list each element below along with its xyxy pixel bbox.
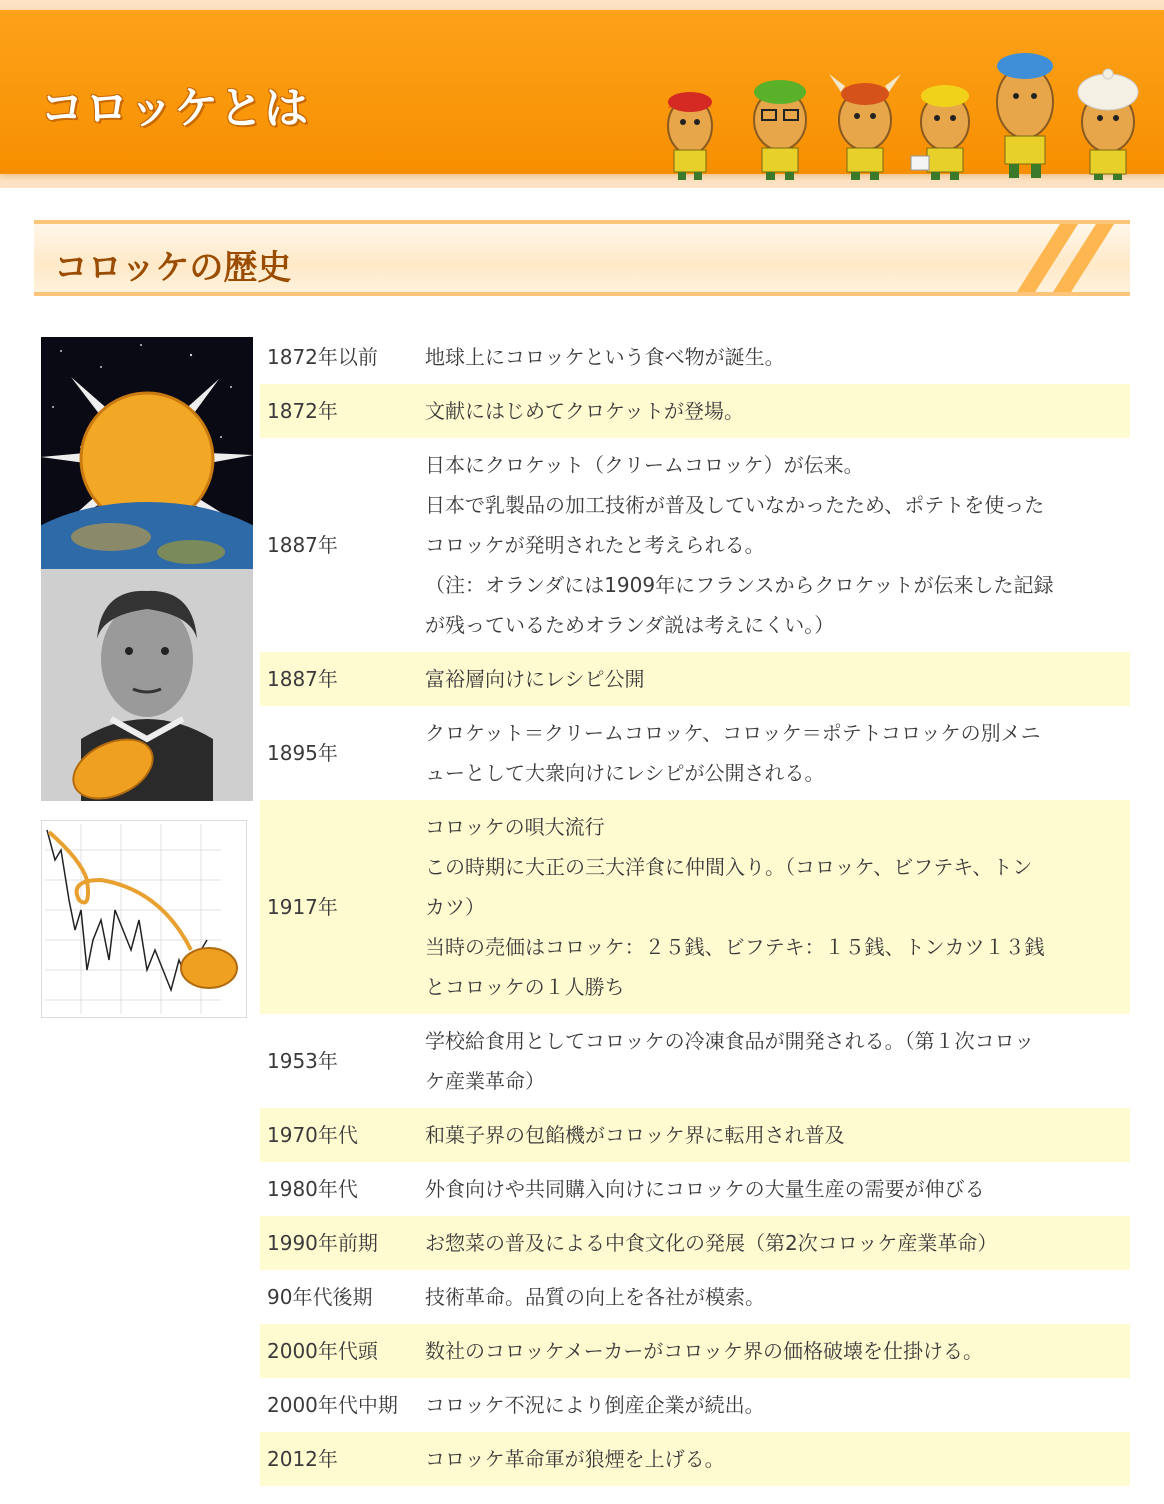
mascot-red-beret [668,92,712,180]
timeline-description-line: コロッケ不況により倒産企業が続出。 [425,1393,765,1417]
price-chart-image [41,820,247,1018]
timeline-year: 1887年 [260,652,425,706]
mascot-green-beret [754,80,806,180]
timeline-row [260,1162,1130,1216]
timeline-description-line: コロッケが発明されたと考えられる。 [425,533,765,557]
history-timeline-table [260,330,1130,1486]
timeline-description-line: ューとして大衆向けにレシピが公開される。 [425,761,825,785]
timeline-year: 1917年 [260,800,425,1014]
timeline-description-line: 地球上にコロッケという食べ物が誕生。 [425,345,785,369]
page-title: コロッケとは [40,83,310,134]
timeline-description-line: この時期に大正の三大洋食に仲間入り。（コロッケ、ビフテキ、トン [425,855,1033,879]
timeline-description-line: 学校給食用としてコロッケの冷凍食品が開発される。（第１次コロッ [425,1029,1035,1053]
timeline-year: 2012年 [260,1432,425,1486]
timeline-year: 1990年前期 [260,1216,425,1270]
timeline-description-line: お惣菜の普及による中食文化の発展（第2次コロッケ産業革命） [425,1231,998,1255]
timeline-year: 1953年 [267,1049,338,1073]
timeline-row [260,652,1130,706]
timeline-description-line: 富裕層向けにレシピ公開 [425,667,645,691]
mascot-blue-beret [997,53,1053,178]
heading-stripes-decoration [960,224,1130,296]
historical-portrait-image [41,569,253,801]
timeline-description [425,1432,1130,1486]
timeline-description-line: とコロッケの１人勝ち [425,975,625,999]
mascot-yellow-beret [911,85,969,180]
timeline-row [260,800,1130,1014]
timeline-row [260,384,1130,438]
timeline-row [260,1270,1130,1324]
timeline-description [425,652,1130,706]
timeline-description [425,800,1130,1014]
timeline-description-line: 数社のコロッケメーカーがコロッケ界の価格破壊を仕掛ける。 [425,1339,983,1363]
timeline-row [260,1378,1130,1432]
sun-and-earth-image [41,337,253,569]
timeline-row [260,1324,1130,1378]
timeline-description-line: 文献にはじめてクロケットが登場。 [425,399,744,423]
timeline-description-line: 和菓子界の包餡機がコロッケ界に転用され普及 [425,1123,845,1147]
timeline-description [425,330,1130,384]
timeline-description [425,1108,1130,1162]
timeline-description-line: 当時の売価はコロッケ：２５銭、ビフテキ：１５銭、トンカツ１３銭 [425,935,1045,959]
timeline-row [260,330,1130,384]
timeline-row [260,706,1130,800]
timeline-description-line: カツ） [425,895,485,919]
timeline-year: 1895年 [267,741,338,765]
timeline-description-line: ケ産業革命） [425,1069,545,1093]
timeline-description-line: 日本にクロケット（クリームコロッケ）が伝来。 [425,453,864,477]
timeline-year: 1970年代 [260,1108,425,1162]
timeline-description [425,1216,1130,1270]
timeline-description-line: クロケット＝クリームコロッケ、コロッケ＝ポテトコロッケの別メニ [425,721,1041,745]
header-banner [0,0,1164,188]
timeline-description [425,384,1130,438]
timeline-row [260,1108,1130,1162]
timeline-row [260,1216,1130,1270]
timeline-description [425,1378,1130,1432]
timeline-description-line: 日本で乳製品の加工技術が普及していなかったため、ポテトを使った [425,493,1045,517]
section-heading [34,220,1130,296]
timeline-year: 1872年 [260,384,425,438]
mascot-horned-beret [829,74,901,180]
timeline-description [425,1324,1130,1378]
timeline-row [260,1014,1130,1108]
timeline-year: 1887年 [267,533,338,557]
timeline-year: 2000年代中期 [267,1393,398,1417]
timeline-description-line: 技術革命。品質の向上を各社が模索。 [425,1285,765,1309]
timeline-year: 1980年代 [267,1177,358,1201]
timeline-description-line: が残っているためオランダ説は考えにくい。） [425,613,835,637]
timeline-body [260,330,1130,1486]
header-banner-bar [0,10,1164,174]
timeline-year: 2000年代頭 [260,1324,425,1378]
timeline-description [425,438,1130,652]
timeline-description-line: （注：オランダには1909年にフランスからクロケットが伝来した記録 [425,573,1054,597]
timeline-year: 1872年以前 [267,345,378,369]
timeline-description-line: コロッケ革命軍が狼煙を上げる。 [425,1447,725,1471]
mascot-turban [1078,69,1138,180]
timeline-description [425,706,1130,800]
timeline-description-line: コロッケの唄大流行 [425,815,605,839]
timeline-year: 90年代後期 [267,1285,373,1309]
timeline-row [260,1432,1130,1486]
mascot-characters-illustration [650,30,1150,180]
timeline-description [425,1014,1130,1108]
timeline-description-line: 外食向けや共同購入向けにコロッケの大量生産の需要が伸びる [425,1177,985,1201]
timeline-description [425,1162,1130,1216]
timeline-row [260,438,1130,652]
section-title: コロッケの歴史 [54,248,292,288]
timeline-description [425,1270,1130,1324]
